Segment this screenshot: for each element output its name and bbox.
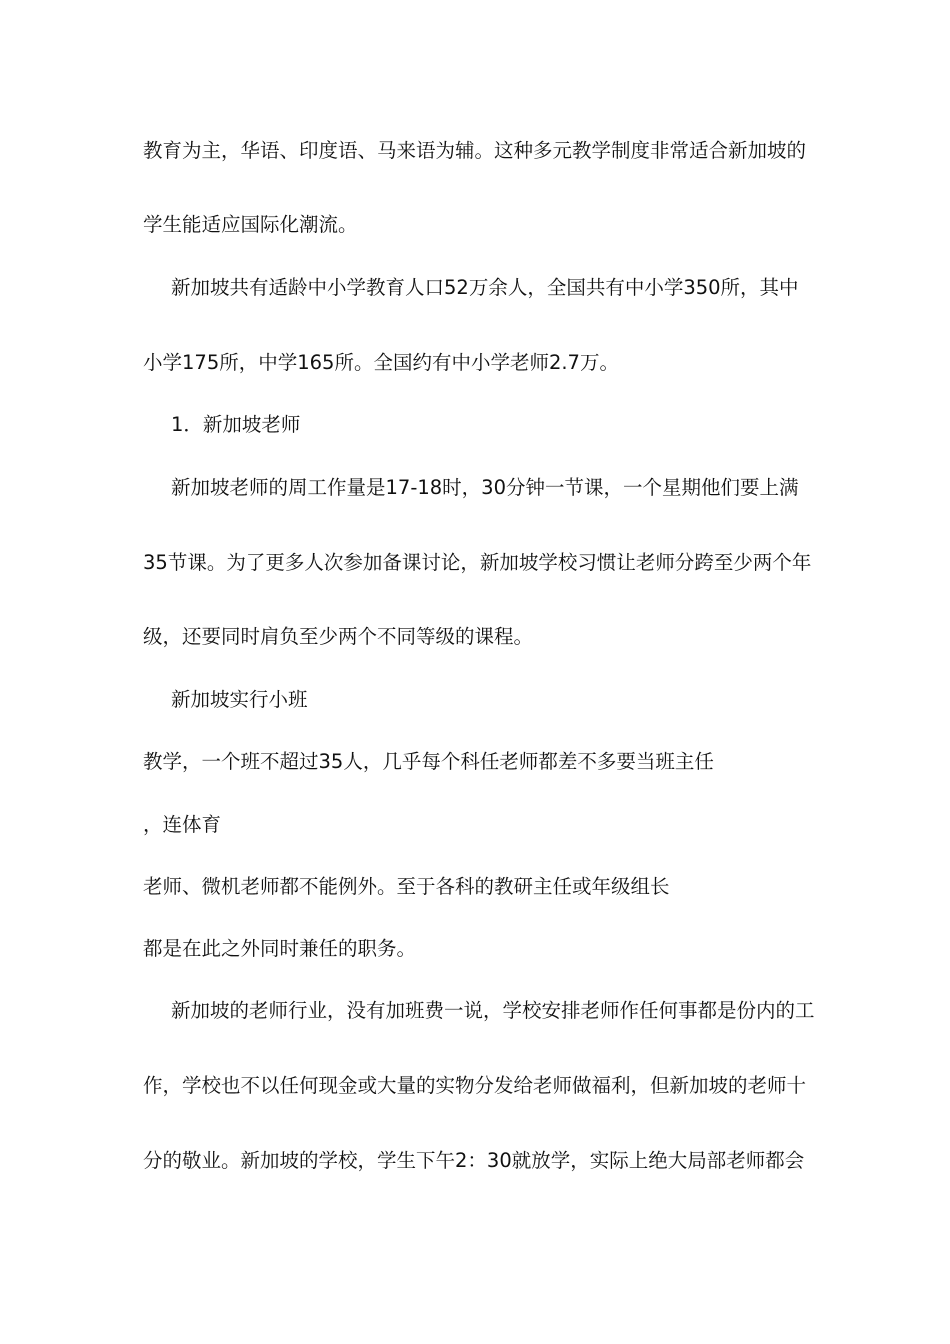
text-line: ，连体育 [143, 813, 222, 836]
text-line: 级，还要同时肩负至少两个不同等级的课程。 [143, 625, 534, 648]
text-line: 小学175所，中学165所。全国约有中小学老师2.7万。 [143, 351, 619, 374]
paragraph-start: 新加坡的老师行业，没有加班费一说，学校安排老师作任何事都是份内的工 [171, 999, 815, 1022]
section-heading: 1．新加坡老师 [171, 413, 301, 436]
text-line: 35节课。为了更多人次参加备课讨论，新加坡学校习惯让老师分跨至少两个年 [143, 551, 812, 574]
text-line: 都是在此之外同时兼任的职务。 [143, 937, 417, 960]
paragraph-start: 新加坡共有适龄中小学教育人口52万余人，全国共有中小学350所，其中 [171, 276, 799, 299]
paragraph-start: 新加坡实行小班 [171, 688, 308, 711]
text-line: 老师、微机老师都不能例外。至于各科的教研主任或年级组长 [143, 875, 670, 898]
paragraph-start: 新加坡老师的周工作量是17-18时，30分钟一节课，一个星期他们要上满 [171, 476, 799, 499]
text-line: 分的敬业。新加坡的学校，学生下午2：30就放学，实际上绝大局部老师都会 [143, 1149, 805, 1172]
text-line: 教育为主，华语、印度语、马来语为辅。这种多元教学制度非常适合新加坡的 [143, 139, 807, 162]
text-line: 教学，一个班不超过35人，几乎每个科任老师都差不多要当班主任 [143, 750, 714, 773]
text-line: 学生能适应国际化潮流。 [143, 213, 358, 236]
text-line: 作，学校也不以任何现金或大量的实物分发给老师做福利，但新加坡的老师十 [143, 1074, 807, 1097]
